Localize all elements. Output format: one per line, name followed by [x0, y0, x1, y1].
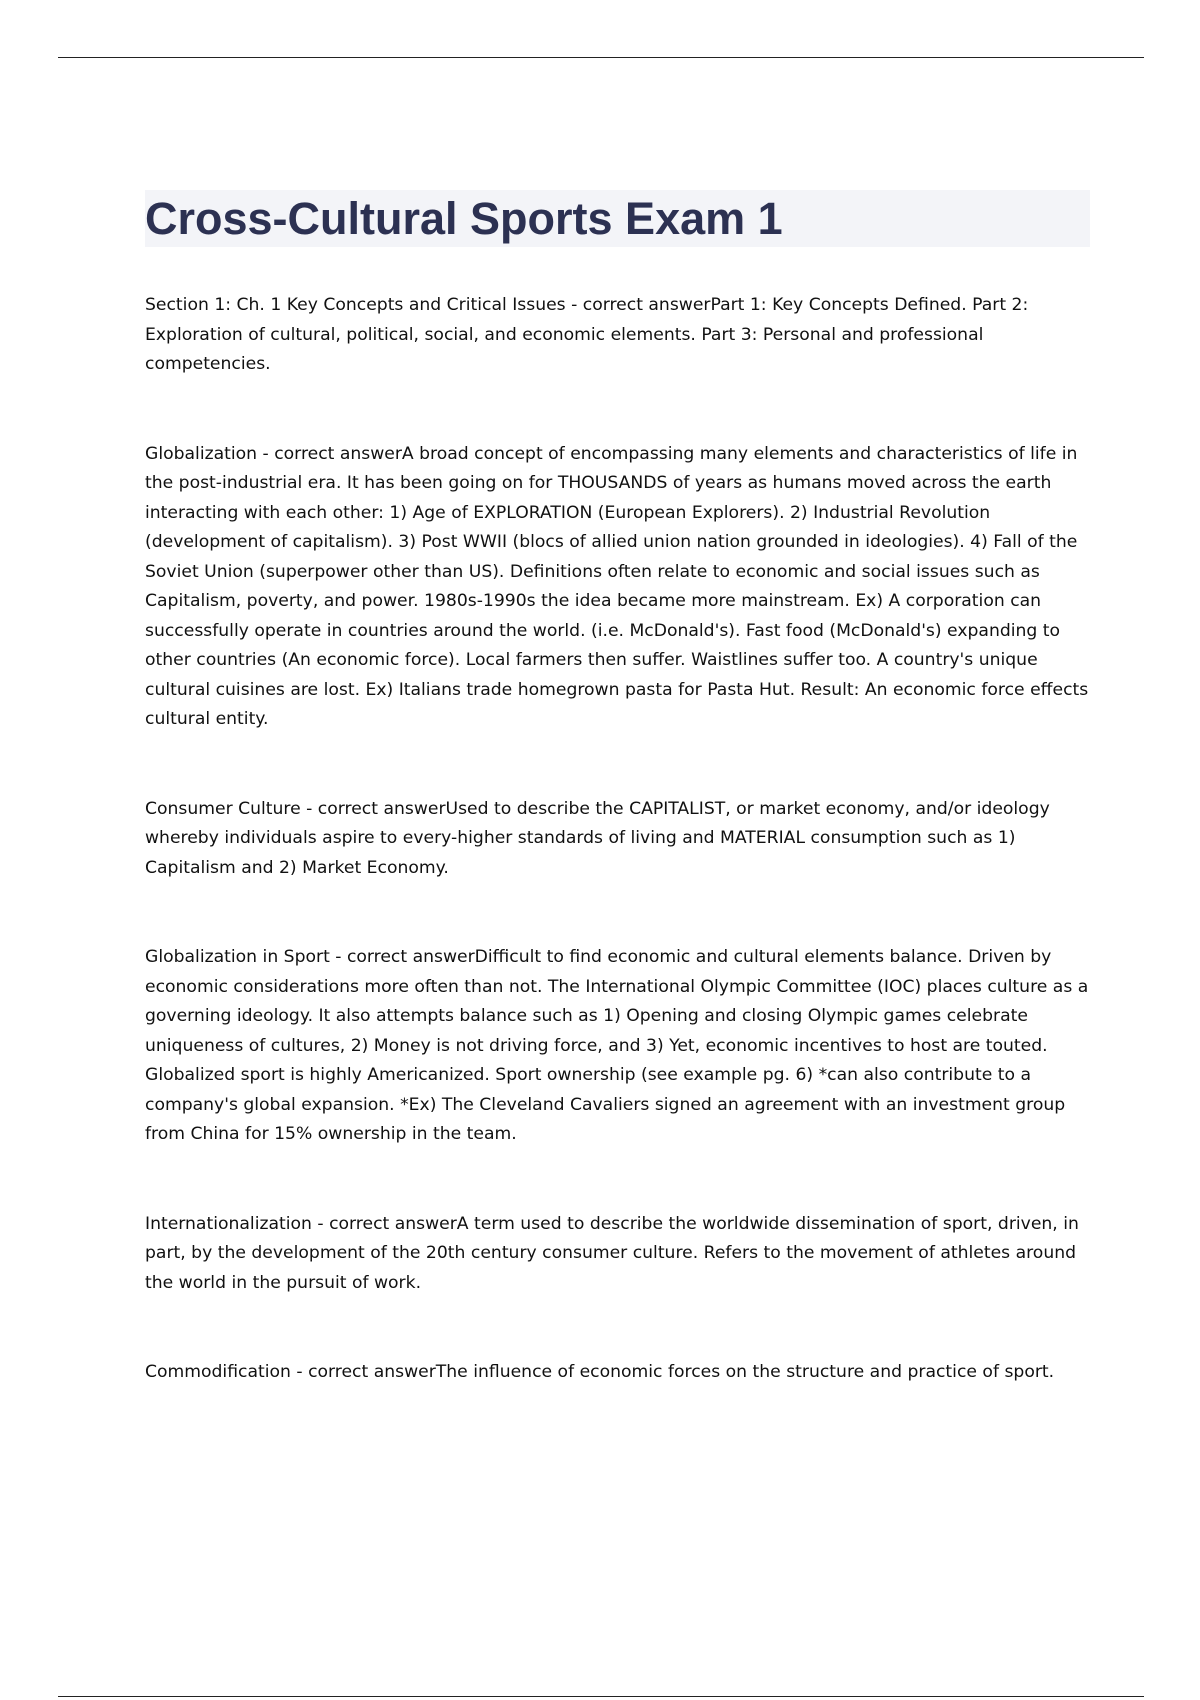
entry-consumer-culture: Consumer Culture - correct answerUsed to describe the CAPITALIST, or market economy, and/or ideology whereby individuals aspire to every-higher standards of living and MATERIAL consumption such as 1) Capitalism and 2) Market Economy.: [145, 798, 1050, 878]
entry-globalization-in-sport: Globalization in Sport - correct answerDifficult to find economic and cultural elements balance. Driven by economic considerations more often than not. The International Olympic Committee (IOC) places culture as a governing ideology. It also attempts balance such as 1) Opening and closing Olympic games celebrate uniqueness of cultures, 2) Money is not driving force, and 3) Yet, economic incentives to host are touted. Globalized sport is highly Americanized. Sport ownership (see example pg. 6) *can also contribute to a company's global expansion. *Ex) The Cleveland Cavaliers signed an agreement with an investment group from China for 15% ownership in the team.: [145, 947, 1089, 1144]
top-rule: [58, 57, 1144, 58]
entry-commodification: Commodification - correct answerThe influence of economic forces on the structure and practice of sport.: [145, 1362, 1055, 1382]
entry-internationalization: Internationalization - correct answerA term used to describe the worldwide dissemination of sport, driven, in part, by the development of the 20th century consumer culture. Refers to the movement of athletes around the world in the pursuit of work.: [145, 1213, 1079, 1293]
bottom-rule: [58, 1696, 1144, 1697]
document-title: Cross-Cultural Sports Exam 1: [145, 193, 783, 244]
entry-globalization: Globalization - correct answerA broad concept of encompassing many elements and characteristics of life in the post-industrial era. It has been going on for THOUSANDS of years as humans moved across the earth interacting with each other: 1) Age of EXPLORATION (European Explorers). 2) Industrial Revolution (development of capitalism). 3) Post WWII (blocs of allied union nation grounded in ideologies). 4) Fall of the Soviet Union (superpower other than US). Definitions often relate to economic and social issues such as Capitalism, poverty, and power. 1980s-1990s the idea became more mainstream. Ex) A corporation can successfully operate in countries around the world. (i.e. McDonald's). Fast food (McDonald's) expanding to other countries (An economic force). Local farmers then suffer. Waistlines suffer too. A country's unique cultural cuisines are lost. Ex) Italians trade homegrown pasta for Pasta Hut. Result: An economic force effects cultural entity.: [145, 443, 1089, 729]
document-body: [145, 291, 1090, 1448]
entry-section-1: Section 1: Ch. 1 Key Concepts and Critical Issues - correct answerPart 1: Key Concepts Defined. Part 2: Exploration of cultural, political, social, and economic elements. Part 3: Personal and professional competencies.: [145, 295, 1029, 374]
